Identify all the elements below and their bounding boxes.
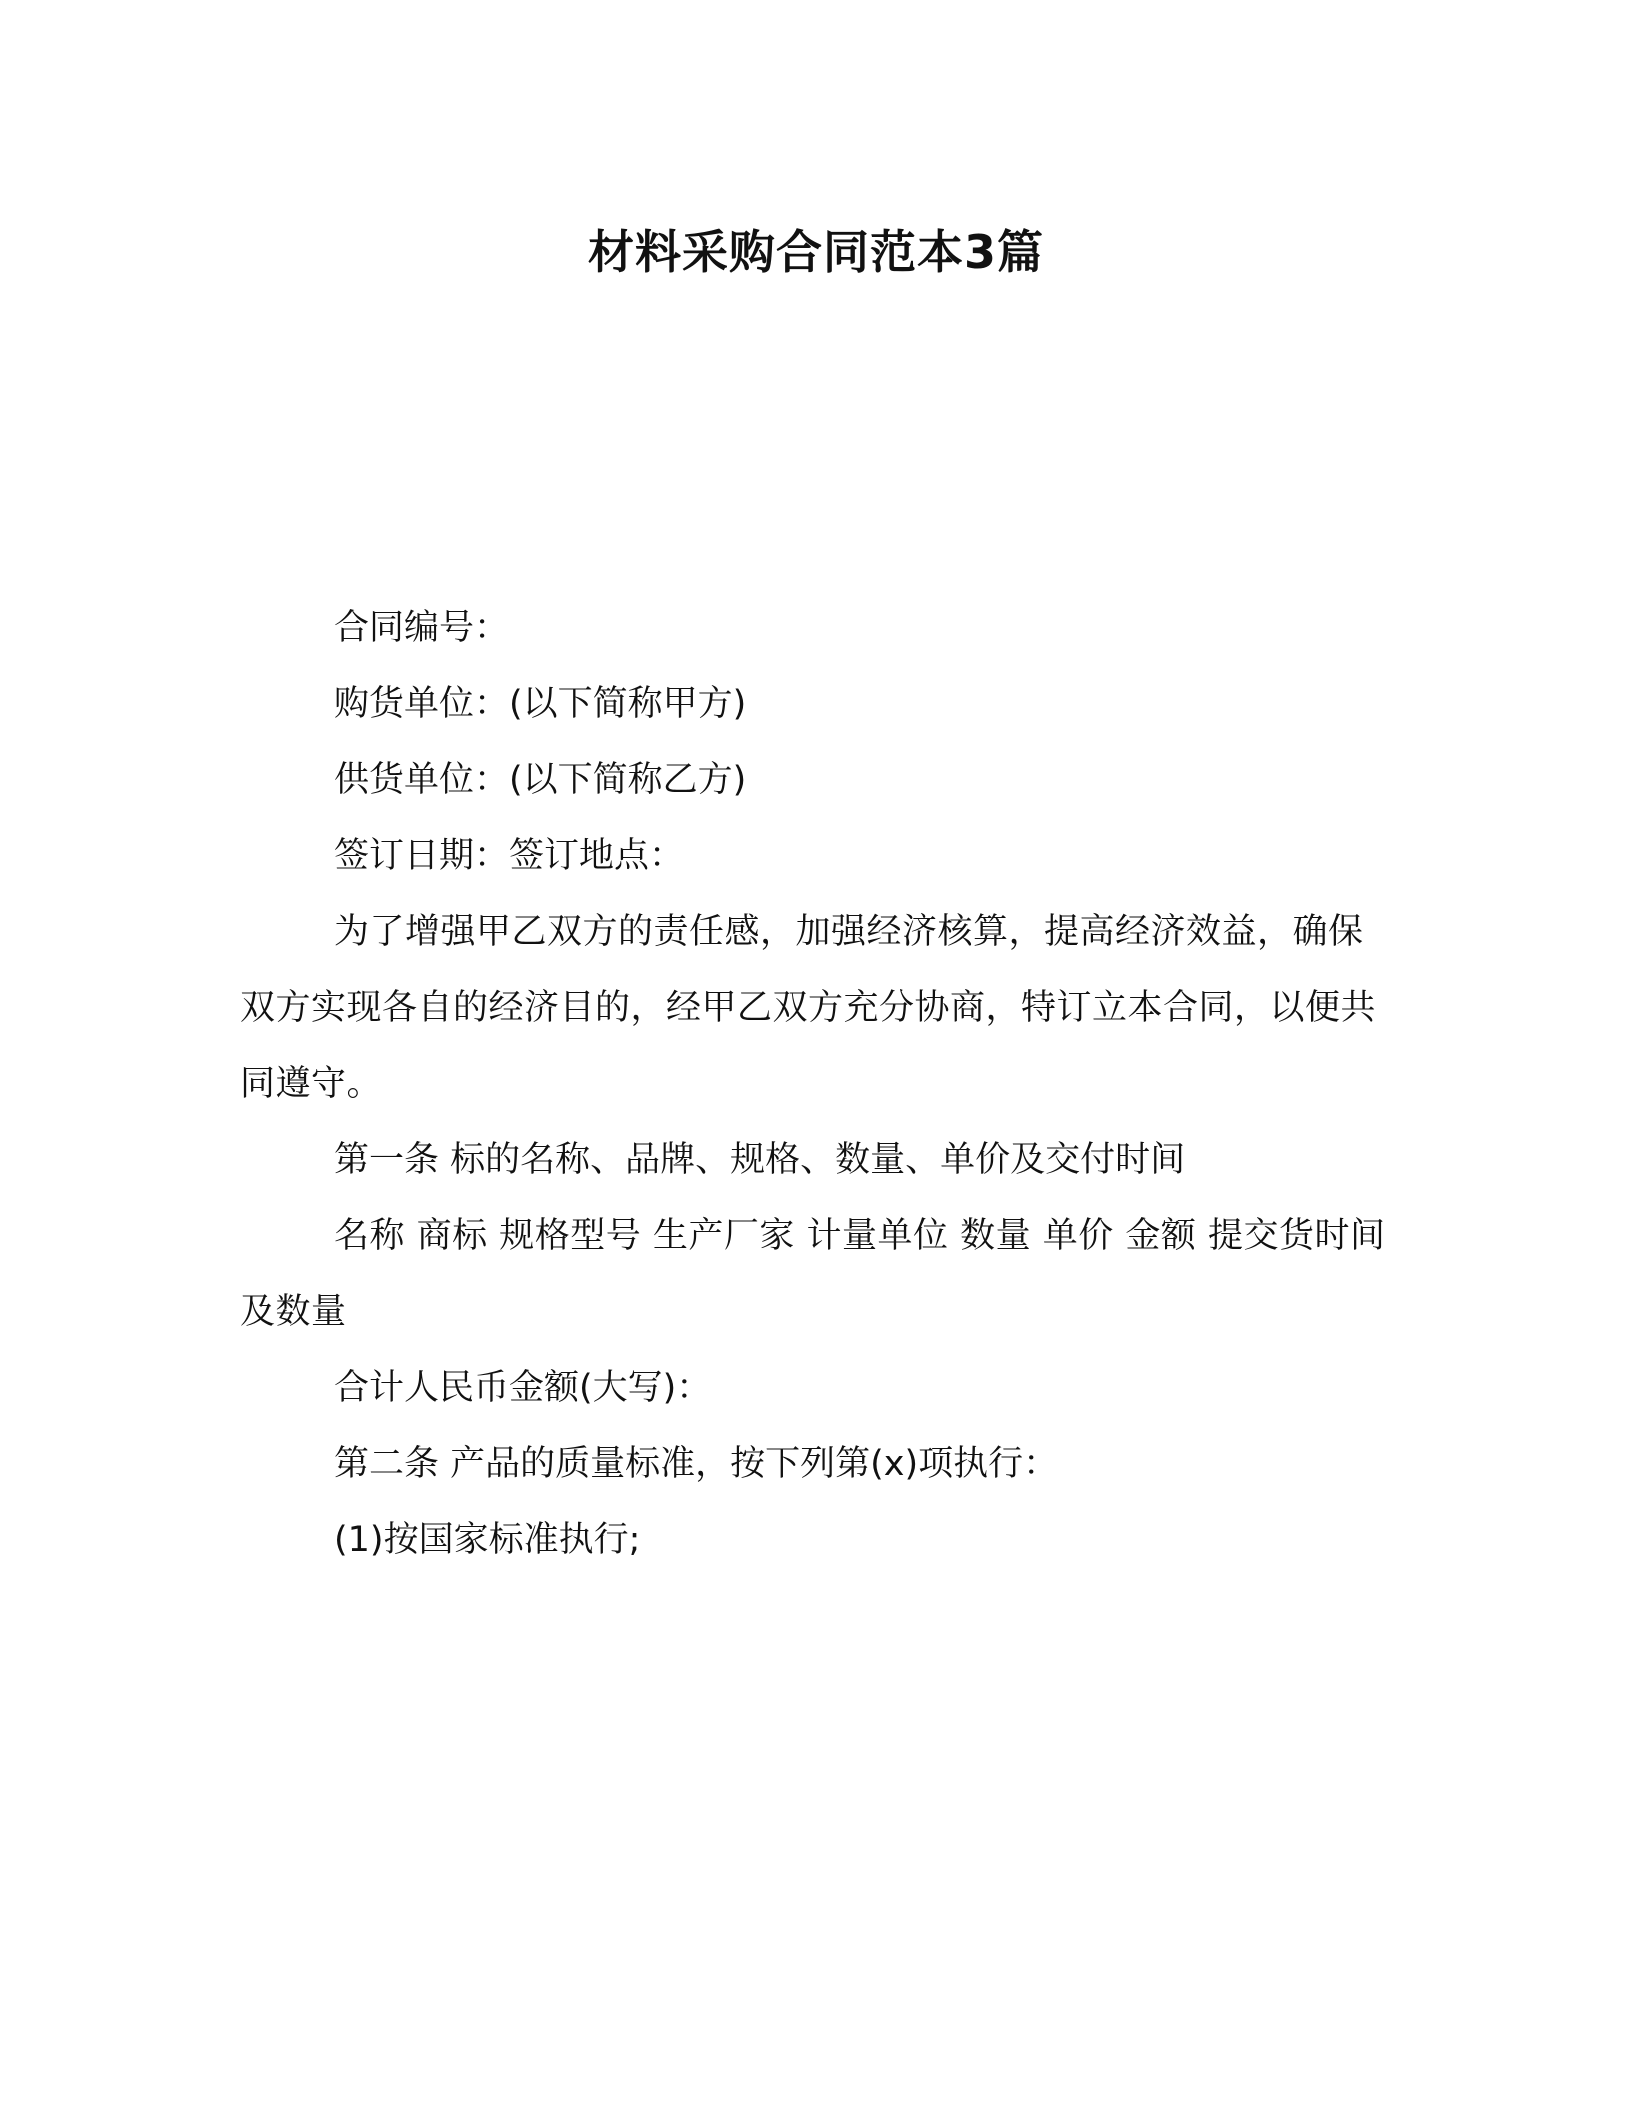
buyer-line: 购货单位：(以下简称甲方) (334, 684, 747, 724)
document-title: 材料采购合同范本3篇 (587, 225, 1044, 279)
total-amount-line: 合计人民币金额(大写)： (334, 1368, 712, 1408)
item-columns-paragraph: 名称 商标 规格型号 生产厂家 计量单位 数量 单价 金额 提交货时间及数量 (240, 1216, 1386, 1332)
quality-standard-item-1: (1)按国家标准执行; (334, 1520, 641, 1560)
contract-number-line: 合同编号： (334, 608, 510, 648)
document-body (240, 590, 1390, 1578)
preamble-paragraph: 为了增强甲乙双方的责任感，加强经济核算，提高经济效益，确保双方实现各自的经济目的，经甲乙双方充分协商，特订立本合同，以便共同遵守。 (240, 912, 1377, 1104)
article-one-heading: 第一条 标的名称、品牌、规格、数量、单价及交付时间 (334, 1140, 1186, 1180)
supplier-line: 供货单位：(以下简称乙方) (334, 760, 747, 800)
article-two-heading: 第二条 产品的质量标准，按下列第(x)项执行： (334, 1444, 1059, 1484)
signing-date-place-line: 签订日期：签订地点： (334, 836, 685, 876)
